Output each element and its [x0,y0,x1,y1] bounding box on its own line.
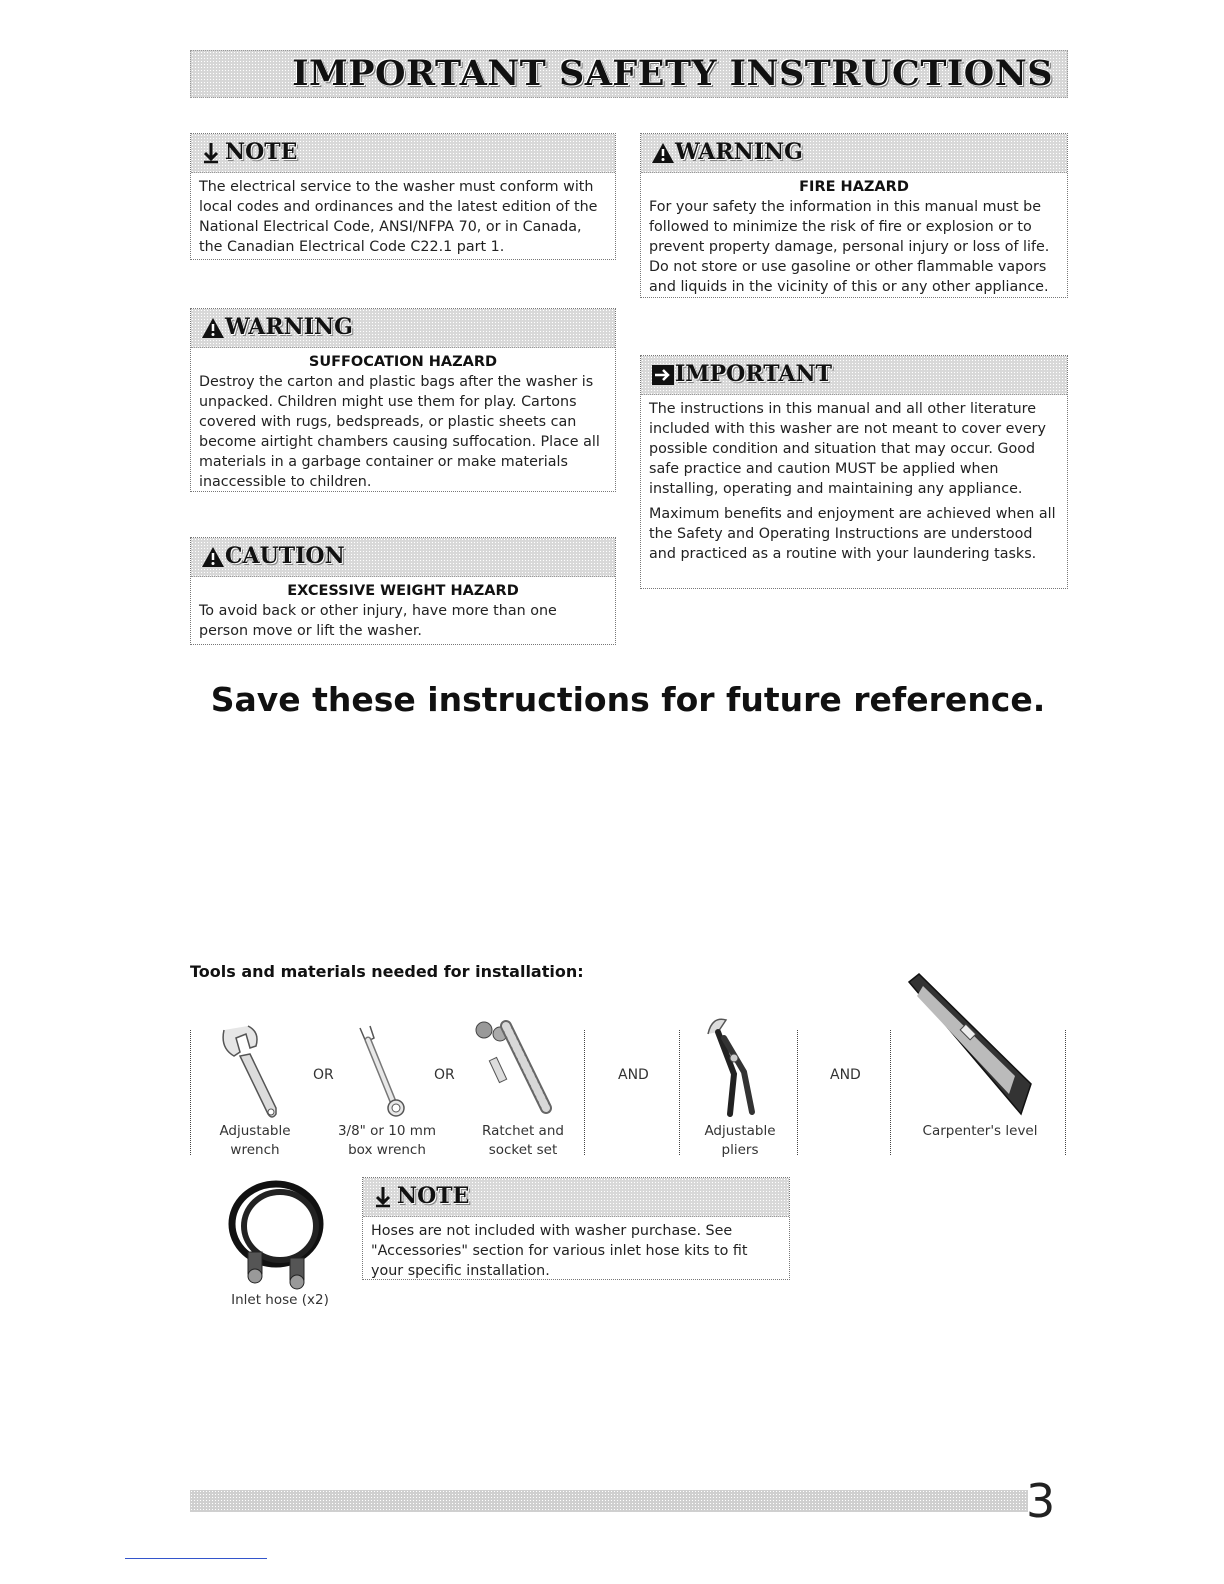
ratchet-socket-illustration [470,1018,560,1118]
inlet-hose-illustration [218,1172,338,1292]
note-icon [373,1186,393,1208]
important-label: IMPORTANT [675,361,832,387]
note-label: NOTE [225,139,298,165]
note-electrical-box [190,133,616,260]
tool-divider [797,1030,798,1155]
caution-label: CAUTION [225,543,345,569]
or-label: OR [313,1067,334,1083]
or-label: OR [434,1067,455,1083]
adjustable-wrench-illustration [210,1022,290,1122]
fire-hazard-heading: FIRE HAZARD [799,179,909,195]
and-label: AND [618,1067,649,1083]
suffocation-hazard-heading: SUFFOCATION HAZARD [308,354,498,370]
adjustable-wrench-caption: Adjustable wrench [219,1123,291,1158]
warning-suffocation-box [190,308,616,492]
and-label: AND [830,1067,861,1083]
caution-weight-box [190,537,616,645]
warning-triangle-icon [201,317,225,339]
note-label: NOTE [397,1183,470,1209]
note-hoses-text: Hoses are not included with washer purchase. See "Accessories" section for various inlet hose kits to fit your specific installation. [371,1223,748,1279]
box-wrench-illustration [350,1024,420,1119]
ratchet-caption: Ratchet and socket set [482,1123,564,1158]
pliers-caption: Adjustable pliers [704,1123,776,1158]
tool-divider [190,1030,191,1155]
link-underline [125,1558,267,1559]
tools-heading: Tools and materials needed for installation: [190,962,584,981]
warning-triangle-icon [651,142,675,164]
warning-fire-box [640,133,1068,298]
warning-label: WARNING [675,139,803,165]
tool-divider [890,1030,891,1155]
note-header [363,1178,789,1217]
tool-divider [584,1030,585,1155]
note-icon [201,142,221,164]
caution-header [191,538,615,577]
caution-triangle-icon [201,546,225,568]
important-text-2: Maximum benefits and enjoyment are achieved when all the Safety and Operating Instructions are understood and practiced as a routine with your laundering tasks. [649,506,1056,562]
warning-header [191,309,615,348]
carpenters-level-illustration [905,972,1035,1122]
fire-hazard-text: For your safety the information in this manual must be followed to minimize the risk of fire or explosion or to prevent property damage, personal injury or loss of life. Do not store or use gasoline or other flammable vapors and liquids in the vicinity of this or any other appliance. [649,199,1050,295]
important-header [641,356,1067,395]
level-caption: Carpenter's level [922,1123,1038,1139]
save-instructions-heading: Save these instructions for future reference. [210,680,1046,719]
weight-hazard-heading: EXCESSIVE WEIGHT HAZARD [287,583,519,599]
important-text-1: The instructions in this manual and all other literature included with this washer are not meant to cover every possible condition and situation that may occur. Good safe practice and caution MUST be applied when installing, operating and maintaining any appliance. [649,401,1047,497]
note-header [191,134,615,173]
title-banner [190,50,1068,98]
footer-bar [190,1490,1028,1512]
suffocation-hazard-text: Destroy the carton and plastic bags after the washer is unpacked. Children might use them for play. Cartons covered with rugs, bedspreads, or plastic sheets can become airtight chambers causing suffocation. Place all materials in a garbage container or make materials inaccessible to children. [199,374,600,490]
adjustable-pliers-illustration [700,1014,780,1124]
weight-hazard-text: To avoid back or other injury, have more than one person move or lift the washer. [199,603,557,639]
inlet-hose-caption: Inlet hose (x2) [231,1292,329,1308]
page-title: IMPORTANT SAFETY INSTRUCTIONS [292,53,1053,94]
warning-header [641,134,1067,173]
arrow-box-icon [651,364,675,386]
note-electrical-text: The electrical service to the washer must conform with local codes and ordinances and the latest edition of the National Electrical Code, ANSI/NFPA 70, or in Canada, the Canadian Electrical Code C22.1 part 1. [199,179,598,255]
tool-divider [1065,1030,1066,1155]
warning-label: WARNING [225,314,353,340]
important-box [640,355,1068,589]
page-number: 3 [1026,1474,1056,1528]
box-wrench-caption: 3/8" or 10 mm box wrench [337,1123,437,1158]
note-hoses-box [362,1177,790,1280]
tool-divider [679,1030,680,1155]
